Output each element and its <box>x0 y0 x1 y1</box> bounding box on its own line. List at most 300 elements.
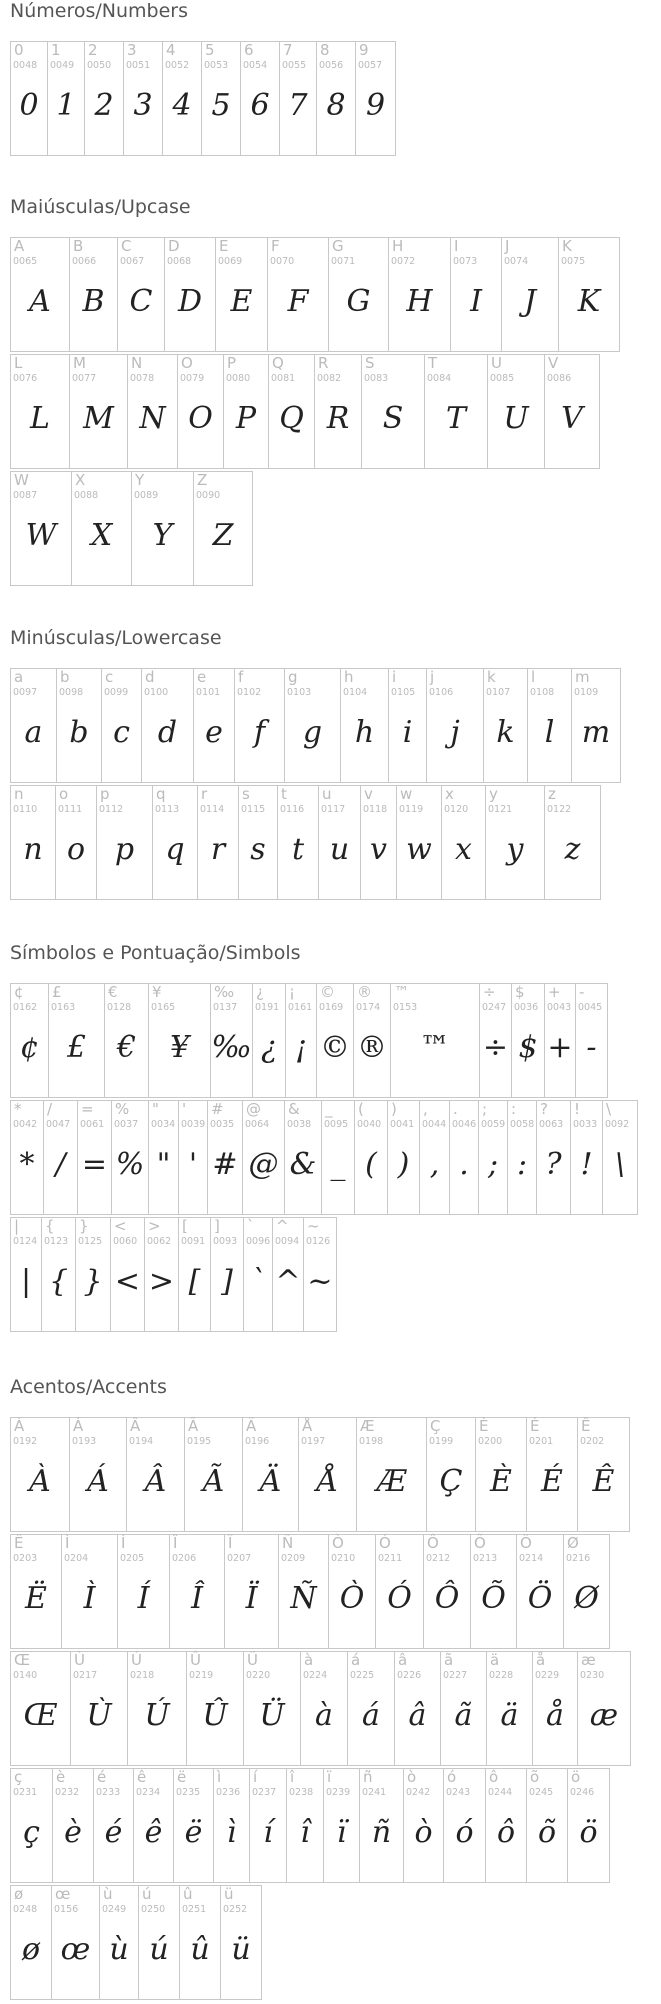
glyph-cell <box>111 1100 149 1215</box>
glyph-cell <box>179 1885 221 2000</box>
glyph-cell <box>210 983 253 1098</box>
glyph-sample: ì <box>226 1815 237 1850</box>
char-label: O <box>181 354 193 372</box>
char-code: 0088 <box>74 490 99 501</box>
char-label: Ä <box>246 1417 257 1435</box>
glyph-cell <box>148 983 211 1098</box>
glyph-cell <box>321 1100 355 1215</box>
glyph-sample: ) <box>397 1147 410 1182</box>
char-label: ) <box>391 1100 397 1118</box>
glyph-cell <box>127 354 178 469</box>
char-label: \ <box>606 1100 612 1118</box>
char-code: 0195 <box>187 1436 212 1447</box>
char-label: 2 <box>88 41 98 59</box>
glyph-cell <box>532 1651 578 1766</box>
char-label: N <box>131 354 143 372</box>
char-label: È <box>479 1417 489 1435</box>
char-code: 0174 <box>356 1002 381 1013</box>
char-code: 0236 <box>216 1787 241 1798</box>
char-label: _ <box>325 1100 333 1118</box>
glyph-cell <box>328 237 389 352</box>
glyph-cell <box>162 41 202 156</box>
glyph-sample: s <box>250 832 266 867</box>
char-label: Á <box>73 1417 84 1435</box>
glyph-sample: _ <box>330 1147 346 1182</box>
glyph-cell <box>220 1885 262 2000</box>
glyph-sample: F <box>287 284 309 319</box>
glyph-sample: S <box>382 401 404 436</box>
char-label: 6 <box>244 41 254 59</box>
char-code: 0095 <box>324 1119 349 1130</box>
glyph-sample: ú <box>149 1932 169 1967</box>
glyph-cell <box>164 237 216 352</box>
glyph-cell <box>558 237 620 352</box>
char-label: q <box>156 785 166 803</box>
glyph-cell <box>242 1417 299 1532</box>
glyph-sample: P <box>235 401 257 436</box>
char-code: 0065 <box>13 256 38 267</box>
char-code: 0072 <box>391 256 416 267</box>
glyph-sample: ¥ <box>169 1030 190 1065</box>
glyph-sample: Ì <box>83 1581 96 1616</box>
glyph-row <box>10 1885 630 2000</box>
char-label: $ <box>515 983 525 1001</box>
glyph-cell <box>10 983 49 1098</box>
char-code: 0244 <box>488 1787 513 1798</box>
char-code: 0090 <box>196 490 221 501</box>
char-code: 0241 <box>362 1787 387 1798</box>
char-label: ö <box>571 1768 581 1786</box>
char-code: 0105 <box>391 687 416 698</box>
char-code: 0238 <box>289 1787 314 1798</box>
char-code: 0089 <box>134 490 159 501</box>
glyph-cell <box>544 785 601 900</box>
char-code: 0041 <box>390 1119 415 1130</box>
glyph-cell <box>69 354 128 469</box>
char-label: + <box>548 983 561 1001</box>
glyph-row <box>10 471 619 586</box>
char-label: B <box>73 237 84 255</box>
glyph-sample: Ó <box>387 1581 412 1616</box>
char-label: À <box>14 1417 25 1435</box>
char-label: G <box>332 237 344 255</box>
char-code: 0087 <box>13 490 38 501</box>
char-code: 0201 <box>529 1436 554 1447</box>
glyph-sample: 3 <box>133 88 153 123</box>
glyph-sample: Ñ <box>290 1581 317 1616</box>
glyph-sample: D <box>177 284 203 319</box>
char-code: 0078 <box>130 373 155 384</box>
char-label: ú <box>142 1885 152 1903</box>
glyph-sample: 7 <box>288 88 308 123</box>
char-code: 0120 <box>444 804 469 815</box>
glyph-cell <box>10 41 48 156</box>
char-label: ? <box>540 1100 548 1118</box>
char-label: " <box>152 1100 159 1118</box>
glyph-cell <box>84 41 124 156</box>
glyph-sample: O <box>188 401 213 436</box>
glyph-cell <box>47 41 85 156</box>
char-code: 0113 <box>155 804 180 815</box>
glyph-sample: ê <box>144 1815 163 1850</box>
char-code: 0163 <box>51 1002 76 1013</box>
glyph-cell <box>267 237 329 352</box>
glyph-sample: C <box>129 284 153 319</box>
char-code: 0169 <box>319 1002 344 1013</box>
glyph-cell <box>544 354 600 469</box>
glyph-sample: Ç <box>439 1464 463 1499</box>
char-label: ` <box>247 1217 255 1235</box>
char-code: 0213 <box>473 1553 498 1564</box>
glyph-cell <box>470 1534 517 1649</box>
glyph-sample: Œ <box>23 1698 58 1733</box>
char-code: 0059 <box>481 1119 506 1130</box>
char-label: < <box>114 1217 127 1235</box>
char-code: 0083 <box>364 373 389 384</box>
char-code: 0081 <box>271 373 296 384</box>
glyph-cell <box>268 354 315 469</box>
glyph-sample: ã <box>454 1698 473 1733</box>
glyph-sample: ô <box>496 1815 516 1850</box>
glyph-sample: í <box>263 1815 273 1850</box>
glyph-sample: 1 <box>56 88 76 123</box>
char-code: 0074 <box>504 256 529 267</box>
char-label: o <box>59 785 69 803</box>
glyph-sample: â <box>408 1698 427 1733</box>
char-label: a <box>14 668 24 686</box>
glyph-cell <box>487 354 545 469</box>
glyph-row <box>10 1417 630 1532</box>
char-code: 0104 <box>343 687 368 698</box>
char-label: Z <box>197 471 208 489</box>
char-label: w <box>400 785 413 803</box>
glyph-sample: - <box>586 1030 597 1065</box>
glyph-cell <box>486 1651 533 1766</box>
char-label: ‰ <box>214 983 235 1001</box>
char-label: Ã <box>188 1417 199 1435</box>
char-label: c <box>105 668 114 686</box>
char-label: Ô <box>427 1534 439 1552</box>
glyph-sample: ñ <box>371 1815 392 1850</box>
glyph-cell <box>485 785 545 900</box>
glyph-cell <box>507 1100 537 1215</box>
char-label: / <box>47 1100 53 1118</box>
glyph-cell <box>426 1417 476 1532</box>
glyph-sample: Z <box>212 518 234 553</box>
char-code: 0044 <box>422 1119 447 1130</box>
char-code: 0053 <box>204 60 229 71</box>
glyph-sample: 4 <box>172 88 192 123</box>
glyph-row <box>10 785 620 900</box>
glyph-sample: q <box>165 832 185 867</box>
char-label: Ì <box>65 1534 70 1552</box>
glyph-sample: W <box>25 518 57 553</box>
glyph-section <box>10 627 620 902</box>
glyph-cell <box>353 983 391 1098</box>
glyph-sample: Ø <box>574 1581 599 1616</box>
char-code: 0247 <box>482 1002 507 1013</box>
char-label: ÷ <box>483 983 496 1001</box>
char-label: > <box>148 1217 161 1235</box>
char-code: 0096 <box>246 1236 271 1247</box>
glyph-cell <box>577 1651 631 1766</box>
char-label: | <box>14 1217 20 1235</box>
char-label: Ë <box>14 1534 24 1552</box>
char-label: F <box>271 237 280 255</box>
glyph-cell <box>388 668 427 783</box>
char-code: 0197 <box>301 1436 326 1447</box>
glyph-sample: w <box>406 832 432 867</box>
char-label: ø <box>14 1885 24 1903</box>
char-code: 0246 <box>570 1787 595 1798</box>
char-label: h <box>344 668 354 686</box>
glyph-cell <box>193 471 253 586</box>
glyph-sample: / <box>55 1147 66 1182</box>
glyph-sample: a <box>24 715 43 750</box>
char-code: 0237 <box>252 1787 277 1798</box>
glyph-sample: Í <box>137 1581 150 1616</box>
char-code: 0077 <box>72 373 97 384</box>
char-code: 0109 <box>574 687 599 698</box>
glyph-cell <box>300 1651 348 1766</box>
char-code: 0111 <box>58 804 83 815</box>
char-code: 0231 <box>13 1787 38 1798</box>
char-code: 0117 <box>321 804 346 815</box>
glyph-cell <box>48 983 105 1098</box>
glyph-cell <box>96 785 153 900</box>
glyph-sample: î <box>300 1815 310 1850</box>
glyph-cell <box>485 1768 527 1883</box>
char-code: 0073 <box>453 256 478 267</box>
glyph-sample: . <box>459 1147 469 1182</box>
glyph-cell <box>178 1217 211 1332</box>
char-label: . <box>453 1100 458 1118</box>
glyph-cell <box>571 668 621 783</box>
char-code: 0191 <box>255 1002 280 1013</box>
glyph-cell <box>340 668 389 783</box>
glyph-cell <box>483 668 528 783</box>
char-code: 0203 <box>13 1553 38 1564</box>
char-label: W <box>14 471 29 489</box>
glyph-sample: x <box>455 832 472 867</box>
char-label: € <box>108 983 118 1001</box>
glyph-cell <box>77 1100 112 1215</box>
char-label: å <box>536 1651 546 1669</box>
char-label: [ <box>182 1217 188 1235</box>
glyph-sample: ò <box>414 1815 433 1850</box>
char-code: 0118 <box>363 804 388 815</box>
glyph-cell <box>70 1651 128 1766</box>
glyph-cell <box>387 1100 420 1215</box>
glyph-cell <box>577 1417 630 1532</box>
glyph-sample: Å <box>316 1464 339 1499</box>
glyph-sample: € <box>116 1030 137 1065</box>
glyph-cell <box>375 1534 424 1649</box>
char-code: 0217 <box>73 1670 98 1681</box>
glyph-cell <box>441 785 486 900</box>
glyph-sample: , <box>429 1147 440 1182</box>
char-label: é <box>97 1768 107 1786</box>
char-label: E <box>219 237 229 255</box>
char-code: 0192 <box>13 1436 38 1447</box>
char-label: H <box>392 237 404 255</box>
glyph-cell <box>394 1651 441 1766</box>
glyph-cell <box>243 1651 301 1766</box>
glyph-sample: £ <box>66 1030 87 1065</box>
char-code: 0114 <box>200 804 225 815</box>
char-code: 0252 <box>223 1904 248 1915</box>
glyph-cell <box>360 785 397 900</box>
glyph-sample: ^ <box>275 1264 301 1299</box>
glyph-sample: n <box>23 832 43 867</box>
char-label: æ <box>581 1651 596 1669</box>
glyph-cell <box>201 41 241 156</box>
char-code: 0194 <box>129 1436 154 1447</box>
glyph-sample: [ <box>188 1264 201 1299</box>
char-code: 0214 <box>519 1553 544 1564</box>
char-code: 0057 <box>358 60 383 71</box>
glyph-sample: ( <box>365 1147 377 1182</box>
glyph-sample: * <box>19 1147 35 1182</box>
char-label: Ç <box>430 1417 441 1435</box>
char-code: 0227 <box>443 1670 468 1681</box>
char-label: 4 <box>166 41 176 59</box>
char-code: 0093 <box>213 1236 238 1247</box>
char-label: : <box>511 1100 517 1118</box>
char-code: 0108 <box>530 687 555 698</box>
glyph-sample: Î <box>191 1581 203 1616</box>
glyph-sample: ó <box>455 1815 474 1850</box>
glyph-cell <box>197 785 239 900</box>
glyph-cell <box>10 1885 52 2000</box>
char-code: 0091 <box>181 1236 206 1247</box>
char-code: 0199 <box>429 1436 454 1447</box>
char-code: 0098 <box>59 687 84 698</box>
glyph-cell <box>277 785 319 900</box>
glyph-sample: Y <box>152 518 173 553</box>
glyph-sample: j <box>450 715 460 750</box>
char-label: ^ <box>276 1217 289 1235</box>
glyph-sample: h <box>354 715 375 750</box>
char-code: 0137 <box>213 1002 238 1013</box>
glyph-cell <box>169 1534 225 1649</box>
glyph-cell <box>56 668 102 783</box>
char-code: 0046 <box>452 1119 477 1130</box>
glyph-sample: M <box>83 401 114 436</box>
glyph-sample: 8 <box>326 88 346 123</box>
char-label: M <box>73 354 86 372</box>
char-label: = <box>81 1100 94 1118</box>
char-label: ¥ <box>152 983 162 1001</box>
char-code: 0220 <box>246 1670 271 1681</box>
glyph-sample: Ô <box>434 1581 460 1616</box>
char-label: % <box>115 1100 130 1118</box>
glyph-sample: à <box>315 1698 333 1733</box>
glyph-sample: E <box>230 284 253 319</box>
char-code: 0205 <box>120 1553 145 1564</box>
char-label: â <box>398 1651 408 1669</box>
glyph-cell <box>144 1217 179 1332</box>
glyph-sample: Â <box>144 1464 167 1499</box>
glyph-cell <box>536 1100 571 1215</box>
glyph-sample: } <box>83 1264 103 1299</box>
glyph-sample: % <box>115 1147 145 1182</box>
char-label: f <box>238 668 244 686</box>
char-code: 0211 <box>378 1553 403 1564</box>
char-code: 0204 <box>64 1553 89 1564</box>
glyph-sample: 5 <box>211 88 231 123</box>
glyph-sample: ç <box>23 1815 40 1850</box>
char-code: 0232 <box>55 1787 80 1798</box>
glyph-cell <box>117 1534 170 1649</box>
char-label: Í <box>121 1534 126 1552</box>
glyph-sample: V <box>561 401 583 436</box>
glyph-sample: r <box>210 832 226 867</box>
char-code: 0071 <box>331 256 356 267</box>
char-code: 0248 <box>13 1904 38 1915</box>
glyph-cell <box>238 785 278 900</box>
glyph-cell <box>131 471 194 586</box>
glyph-cell <box>318 785 361 900</box>
glyph-sample: = <box>81 1147 108 1182</box>
char-code: 0126 <box>306 1236 331 1247</box>
char-label: @ <box>246 1100 261 1118</box>
char-label: S <box>365 354 375 372</box>
glyph-sample: " <box>156 1147 171 1182</box>
char-code: 0121 <box>488 804 513 815</box>
char-label: 3 <box>127 41 137 59</box>
glyph-sample: N <box>139 401 166 436</box>
char-label: ! <box>574 1100 581 1118</box>
char-label: ã <box>444 1651 454 1669</box>
glyph-sample: d <box>157 715 178 750</box>
char-label: b <box>60 668 70 686</box>
glyph-cell <box>575 983 608 1098</box>
char-code: 0140 <box>13 1670 38 1681</box>
glyph-cell <box>526 1417 578 1532</box>
char-code: 0235 <box>176 1787 201 1798</box>
char-label: j <box>430 668 435 686</box>
char-label: R <box>318 354 329 372</box>
glyph-sample: U <box>503 401 529 436</box>
glyph-cell <box>354 1100 388 1215</box>
char-label: e <box>197 668 207 686</box>
char-code: 0206 <box>172 1553 197 1564</box>
char-code: 0086 <box>547 373 572 384</box>
char-code: 0239 <box>326 1787 351 1798</box>
char-label: © <box>320 983 335 1001</box>
glyph-sample: ë <box>184 1815 203 1850</box>
glyph-cell <box>104 983 149 1098</box>
glyph-cell <box>152 785 198 900</box>
glyph-sample: \ <box>614 1147 626 1182</box>
char-code: 0123 <box>44 1236 69 1247</box>
char-label: ® <box>357 983 372 1001</box>
glyph-cell <box>316 983 354 1098</box>
glyph-cell <box>133 1768 174 1883</box>
char-label: î <box>290 1768 295 1786</box>
char-label: ¢ <box>14 983 24 1001</box>
char-label: É <box>530 1417 540 1435</box>
char-code: 0067 <box>120 256 145 267</box>
glyph-cell <box>61 1534 118 1649</box>
char-code: 0226 <box>397 1670 422 1681</box>
glyph-cell <box>359 1768 404 1883</box>
char-label: ê <box>137 1768 147 1786</box>
char-label: Î <box>173 1534 178 1552</box>
char-label: i <box>392 668 397 686</box>
char-code: 0076 <box>13 373 38 384</box>
